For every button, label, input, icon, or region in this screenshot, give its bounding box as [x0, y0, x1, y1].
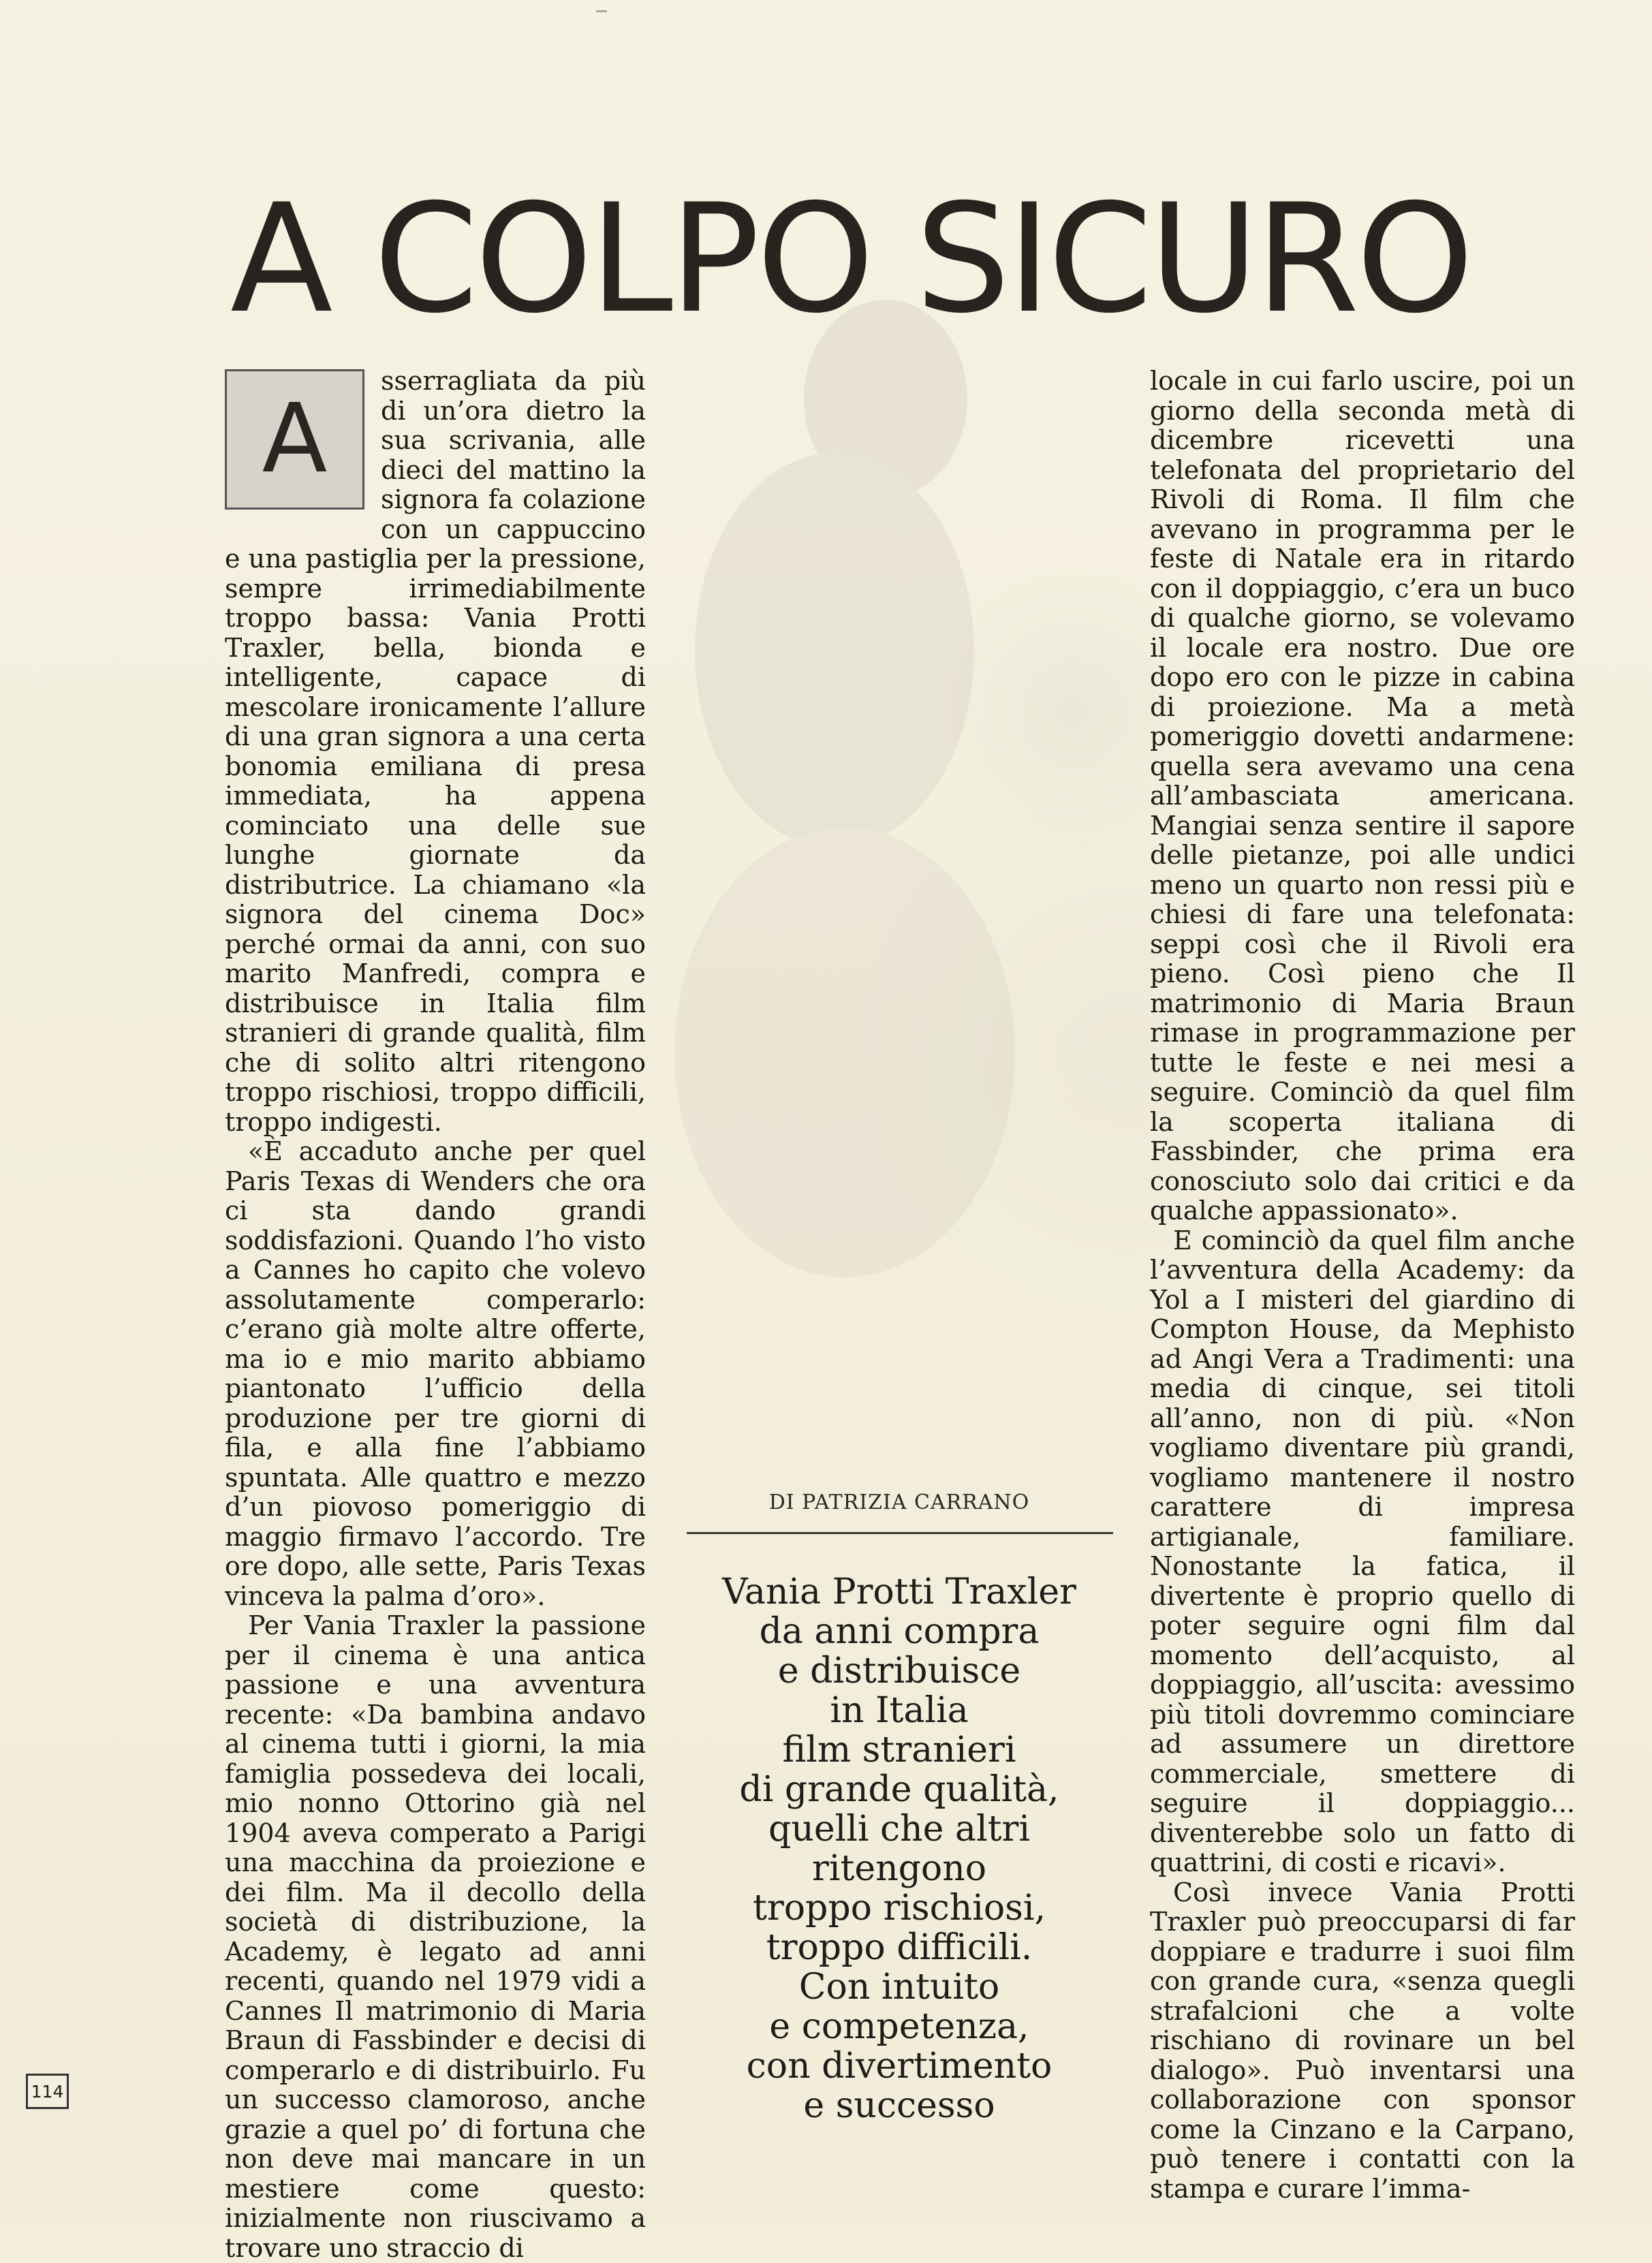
page-number-box: 114: [26, 2074, 69, 2109]
article-paragraph: Per Vania Traxler la passione per il cinema è una antica passione e una avventura recente: «Da bambina andavo al cinema tutti i giorni, la mia famiglia possedeva dei locali, mio nonno Ottorino già nel 1904 aveva comperato a Parigi una macchina da proiezione e dei film. Ma il decollo della società di distribuzione, la Academy, è legato ad anni recenti, quando nel 1979 vidi a Cannes Il matrimonio di Maria Braun di Fassbinder e decisi di comperarlo e di distribuirlo. Fu un successo clamoroso, anche grazie a quel po’ di fortuna che non deve mai mancare in un mestiere come questo: inizialmente non riuscivamo a trovare uno straccio di: [225, 1610, 646, 2263]
pullquote-line: film stranieri: [782, 1730, 1016, 1770]
pullquote-line: con divertimento: [746, 2046, 1053, 2087]
pullquote-line: troppo difficili.: [766, 1927, 1033, 1968]
pullquote: [686, 1572, 1112, 2125]
pullquote-line: e competenza,: [769, 2006, 1029, 2047]
pullquote-line: Vania Protti Traxler: [722, 1572, 1076, 1612]
article-paragraph: locale in cui farlo uscire, poi un giorno della seconda metà di dicembre ricevetti una telefonata del proprietario del Rivoli di Roma. Il film che avevano in programma per le feste di Natale era in ritardo con il doppiaggio, c’era un buco di qualche giorno, se volevamo il locale era nostro. Due ore dopo ero con le pizze in cabina di proiezione. Ma a metà pomeriggio dovetti andarmene: quella sera avevamo una cena all’ambasciata americana. Mangiai senza sentire il sapore delle pietanze, poi alle undici meno un quarto non ressi più e chiesi di fare una telefonata: seppi così che il Rivoli era pieno. Così pieno che Il matrimonio di Maria Braun rimase in programmazione per tutte le feste e nei mesi a seguire. Cominciò da quel film la scoperta italiana di Fassbinder, che prima era conosciuto solo dai critici e da qualche appassionato».: [1150, 366, 1575, 1226]
drop-cap: A: [225, 369, 364, 510]
pullquote-line: Con intuito: [798, 1967, 1000, 2008]
pullquote-line: e successo: [803, 2085, 995, 2126]
pullquote-line: di grande qualità,: [739, 1769, 1059, 1810]
pullquote-line: da anni compra: [759, 1611, 1040, 1652]
left-article-column: [225, 366, 646, 2263]
author-rule: [687, 1532, 1113, 1534]
right-article-column: [1150, 366, 1575, 2204]
top-mark: [596, 10, 607, 12]
article-paragraph: E cominciò da quel film anche l’avventura della Academy: da Yol a I misteri del giardino di Compton House, da Mephisto ad Angi Vera a Tradimenti: una media di cinque, sei titoli all’anno, non di più. «Non vogliamo diventare più grandi, vogliamo mantenere il nostro carattere di impresa artigianale, familiare. Nonostante la fatica, il divertente è proprio quello di poter seguire ogni film dal momento dell’acquisto, al doppiaggio, all’uscita: avessimo più titoli dovremmo cominciare ad assumere un direttore commerciale, smettere di seguire il doppiaggio... diventerebbe solo un fatto di quattrini, di costi e ricavi».: [1150, 1225, 1575, 1877]
pullquote-line: in Italia: [830, 1690, 969, 1731]
pullquote-line: troppo rischiosi,: [752, 1888, 1046, 1929]
pullquote-line: e distribuisce: [777, 1651, 1021, 1691]
pullquote-line: ritengono: [811, 1848, 987, 1889]
article-headline: A COLPO SICURO: [230, 172, 1471, 346]
article-paragraph: sserragliata da più di un’ora dietro la sua scrivania, alle dieci del mattino la signora fa colazione con un cappuccino e una pastiglia per la pressione, sempre irrimediabilmente troppo bassa: Vania Protti Traxler, bella, bionda e intelligente, capace di mescolare ironicamente l’allure di una gran signora a una certa bonomia emiliana di presa immediata, ha appena cominciato una delle sue lunghe giornate da distributrice. La chiamano «la signora del cinema Doc» perché ormai da anni, con suo marito Manfredi, compra e distribuisce in Italia film stranieri di grande qualità, film che di solito altri ritengono troppo rischiosi, troppo difficili, troppo indigesti.: [225, 366, 646, 1137]
article-paragraph: «È accaduto anche per quel Paris Texas di Wenders che ora ci sta dando grandi soddisfazioni. Quando l’ho visto a Cannes ho capito che volevo assolutamente comperarlo: c’erano già molte altre offerte, ma io e mio marito abbiamo piantonato l’ufficio della produzione per tre giorni di fila, e alla fine l’abbiamo spuntata. Alle quattro e mezzo d’un piovoso pomeriggio di maggio firmavo l’accordo. Tre ore dopo, alle sette, Paris Texas vinceva la palma d’oro».: [225, 1136, 646, 1611]
faded-portrait-image: [668, 293, 1049, 1301]
article-author: DI PATRIZIA CARRANO: [768, 1491, 1030, 1514]
article-paragraph: Così invece Vania Protti Traxler può preoccuparsi di far doppiare e tradurre i suoi film con grande cura, «senza quegli strafalcioni che a volte rischiano di rovinare un bel dialogo». Può inventarsi una collaborazione con sponsor come la Cinzano e la Carpano, può tenere i contatti con la stampa e curare l’imma-: [1150, 1877, 1575, 2204]
pullquote-line: quelli che altri: [768, 1809, 1030, 1850]
